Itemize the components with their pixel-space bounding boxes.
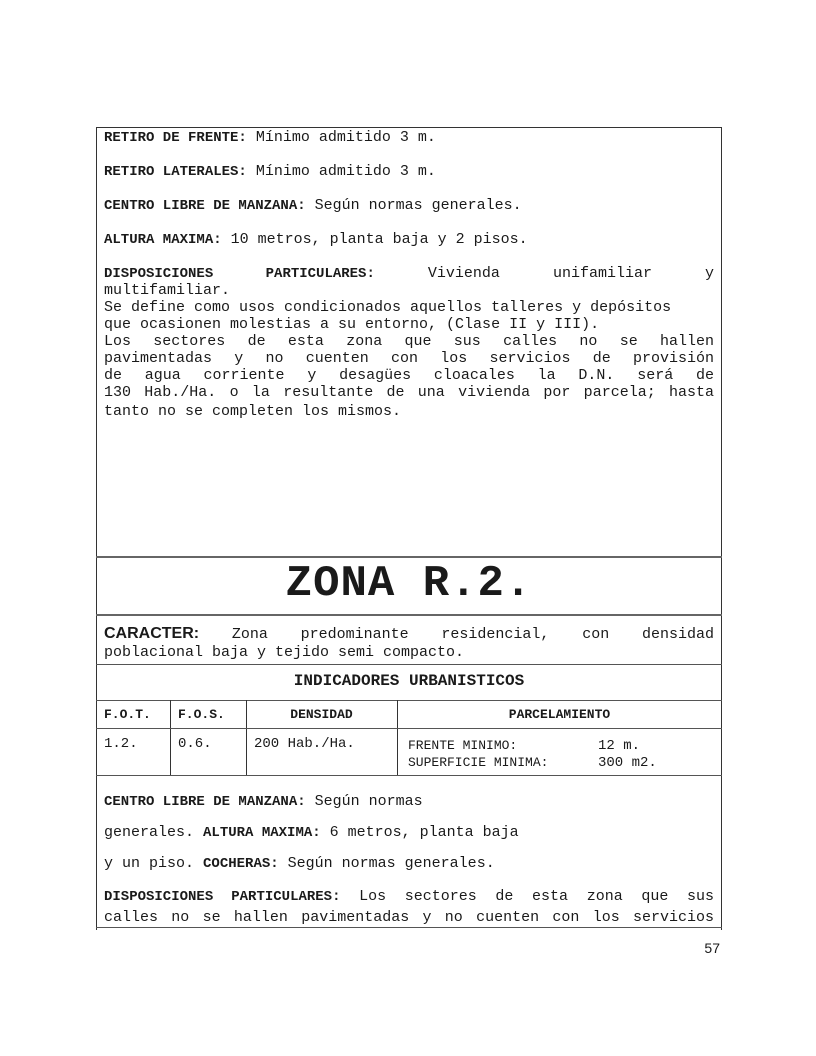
table-col-divider xyxy=(170,700,171,775)
sectores-line3: de agua corriente y desagües cloacales la D.N. será de xyxy=(104,367,714,384)
lower-disposiciones-label: DISPOSICIONES PARTICULARES: xyxy=(104,889,341,905)
header-parcelamiento: PARCELAMIENTO xyxy=(508,707,611,722)
lower-altura-label: ALTURA MAXIMA: xyxy=(203,825,321,841)
document-frame xyxy=(96,127,722,930)
zona-title: ZONA R.2. xyxy=(285,559,533,609)
disposiciones-line2: multifamiliar. xyxy=(104,282,231,299)
disposiciones-label: DISPOSICIONES PARTICULARES: xyxy=(104,266,375,282)
sectores-line4: 130 Hab./Ha. o la resultante de una vivienda por parcela; hasta xyxy=(104,384,714,401)
usos-line2: que ocasionen molestias a su entorno, (Clase II y III). xyxy=(104,316,600,333)
header-fot: F.O.T. xyxy=(104,707,151,722)
frente-minimo-value: 12 m. xyxy=(598,738,641,754)
lower-disposiciones-value: Los sectores de esta zona que sus xyxy=(340,888,714,905)
retiro-laterales-value: Mínimo admitido 3 m. xyxy=(246,163,436,180)
altura-maxima xyxy=(104,231,714,249)
lower-generales-text: generales. xyxy=(104,824,204,841)
indicadores-top-rule xyxy=(96,664,722,665)
lower-cocheras-label: COCHERAS: xyxy=(203,856,279,872)
centro-libre xyxy=(104,197,714,215)
sectores-line1: Los sectores de esta zona que sus calles no se hallen xyxy=(104,333,714,350)
table-header-rule xyxy=(96,728,722,729)
indicadores-title: INDICADORES URBANISTICOS xyxy=(293,672,525,690)
lower-centro-label: CENTRO LIBRE DE MANZANA: xyxy=(104,794,306,810)
altura-maxima-label: ALTURA MAXIMA: xyxy=(104,232,222,248)
header-densidad: DENSIDAD xyxy=(290,707,353,722)
lower-disposiciones-line2: calles no se hallen pavimentadas y no cuenten con los servicios xyxy=(104,909,714,926)
usos-line1: Se define como usos condicionados aquellos talleres y depósitos xyxy=(104,299,672,316)
retiro-frente-label: RETIRO DE FRENTE: xyxy=(104,130,247,146)
header-fos: F.O.S. xyxy=(178,707,225,722)
centro-libre-value: Según normas generales. xyxy=(305,197,522,214)
lower-centro-libre xyxy=(104,793,714,811)
retiro-laterales-label: RETIRO LATERALES: xyxy=(104,164,247,180)
lower-disposiciones-line1 xyxy=(104,888,714,906)
caracter-line1 xyxy=(104,625,714,643)
retiro-frente-value: Mínimo admitido 3 m. xyxy=(246,129,436,146)
disposiciones-value: Vivienda unifamiliar y xyxy=(427,265,714,282)
value-densidad: 200 Hab./Ha. xyxy=(254,736,355,752)
lower-piso-text: y un piso. xyxy=(104,855,204,872)
value-fot: 1.2. xyxy=(104,736,138,752)
lower-centro-value: Según normas xyxy=(305,793,423,810)
altura-maxima-value: 10 metros, planta baja y 2 pisos. xyxy=(221,231,528,248)
left-border xyxy=(96,127,97,930)
lower-altura-value: 6 metros, planta baja xyxy=(320,824,519,841)
superficie-minima-value: 300 m2. xyxy=(598,755,657,771)
sectores-line5: tanto no se completen los mismos. xyxy=(104,403,402,420)
zona-bottom-rule xyxy=(96,614,722,616)
disposiciones-line1 xyxy=(104,265,714,283)
right-border xyxy=(721,127,722,930)
value-fos: 0.6. xyxy=(178,736,212,752)
lower-cocheras xyxy=(104,855,714,873)
top-rule xyxy=(96,127,722,128)
lower-altura xyxy=(104,824,714,842)
centro-libre-label: CENTRO LIBRE DE MANZANA: xyxy=(104,198,306,214)
retiro-laterales xyxy=(104,163,714,181)
caracter-value: Zona predominante residencial, con densidad xyxy=(231,626,714,643)
frente-minimo-label: FRENTE MINIMO: xyxy=(408,738,518,753)
caracter-label: CARACTER: xyxy=(104,625,200,642)
sectores-line2: pavimentadas y no cuenten con los servicios de provisión xyxy=(104,350,714,367)
retiro-frente xyxy=(104,129,714,147)
superficie-minima-label: SUPERFICIE MINIMA: xyxy=(408,755,549,770)
caracter-line2: poblacional baja y tejido semi compacto. xyxy=(104,644,465,661)
bottom-rule xyxy=(96,927,722,928)
page-number: 57 xyxy=(704,940,720,956)
zona-top-rule xyxy=(96,556,722,558)
lower-cocheras-value: Según normas generales. xyxy=(278,855,495,872)
table-top-rule xyxy=(96,700,722,701)
table-bottom-rule xyxy=(96,775,722,776)
